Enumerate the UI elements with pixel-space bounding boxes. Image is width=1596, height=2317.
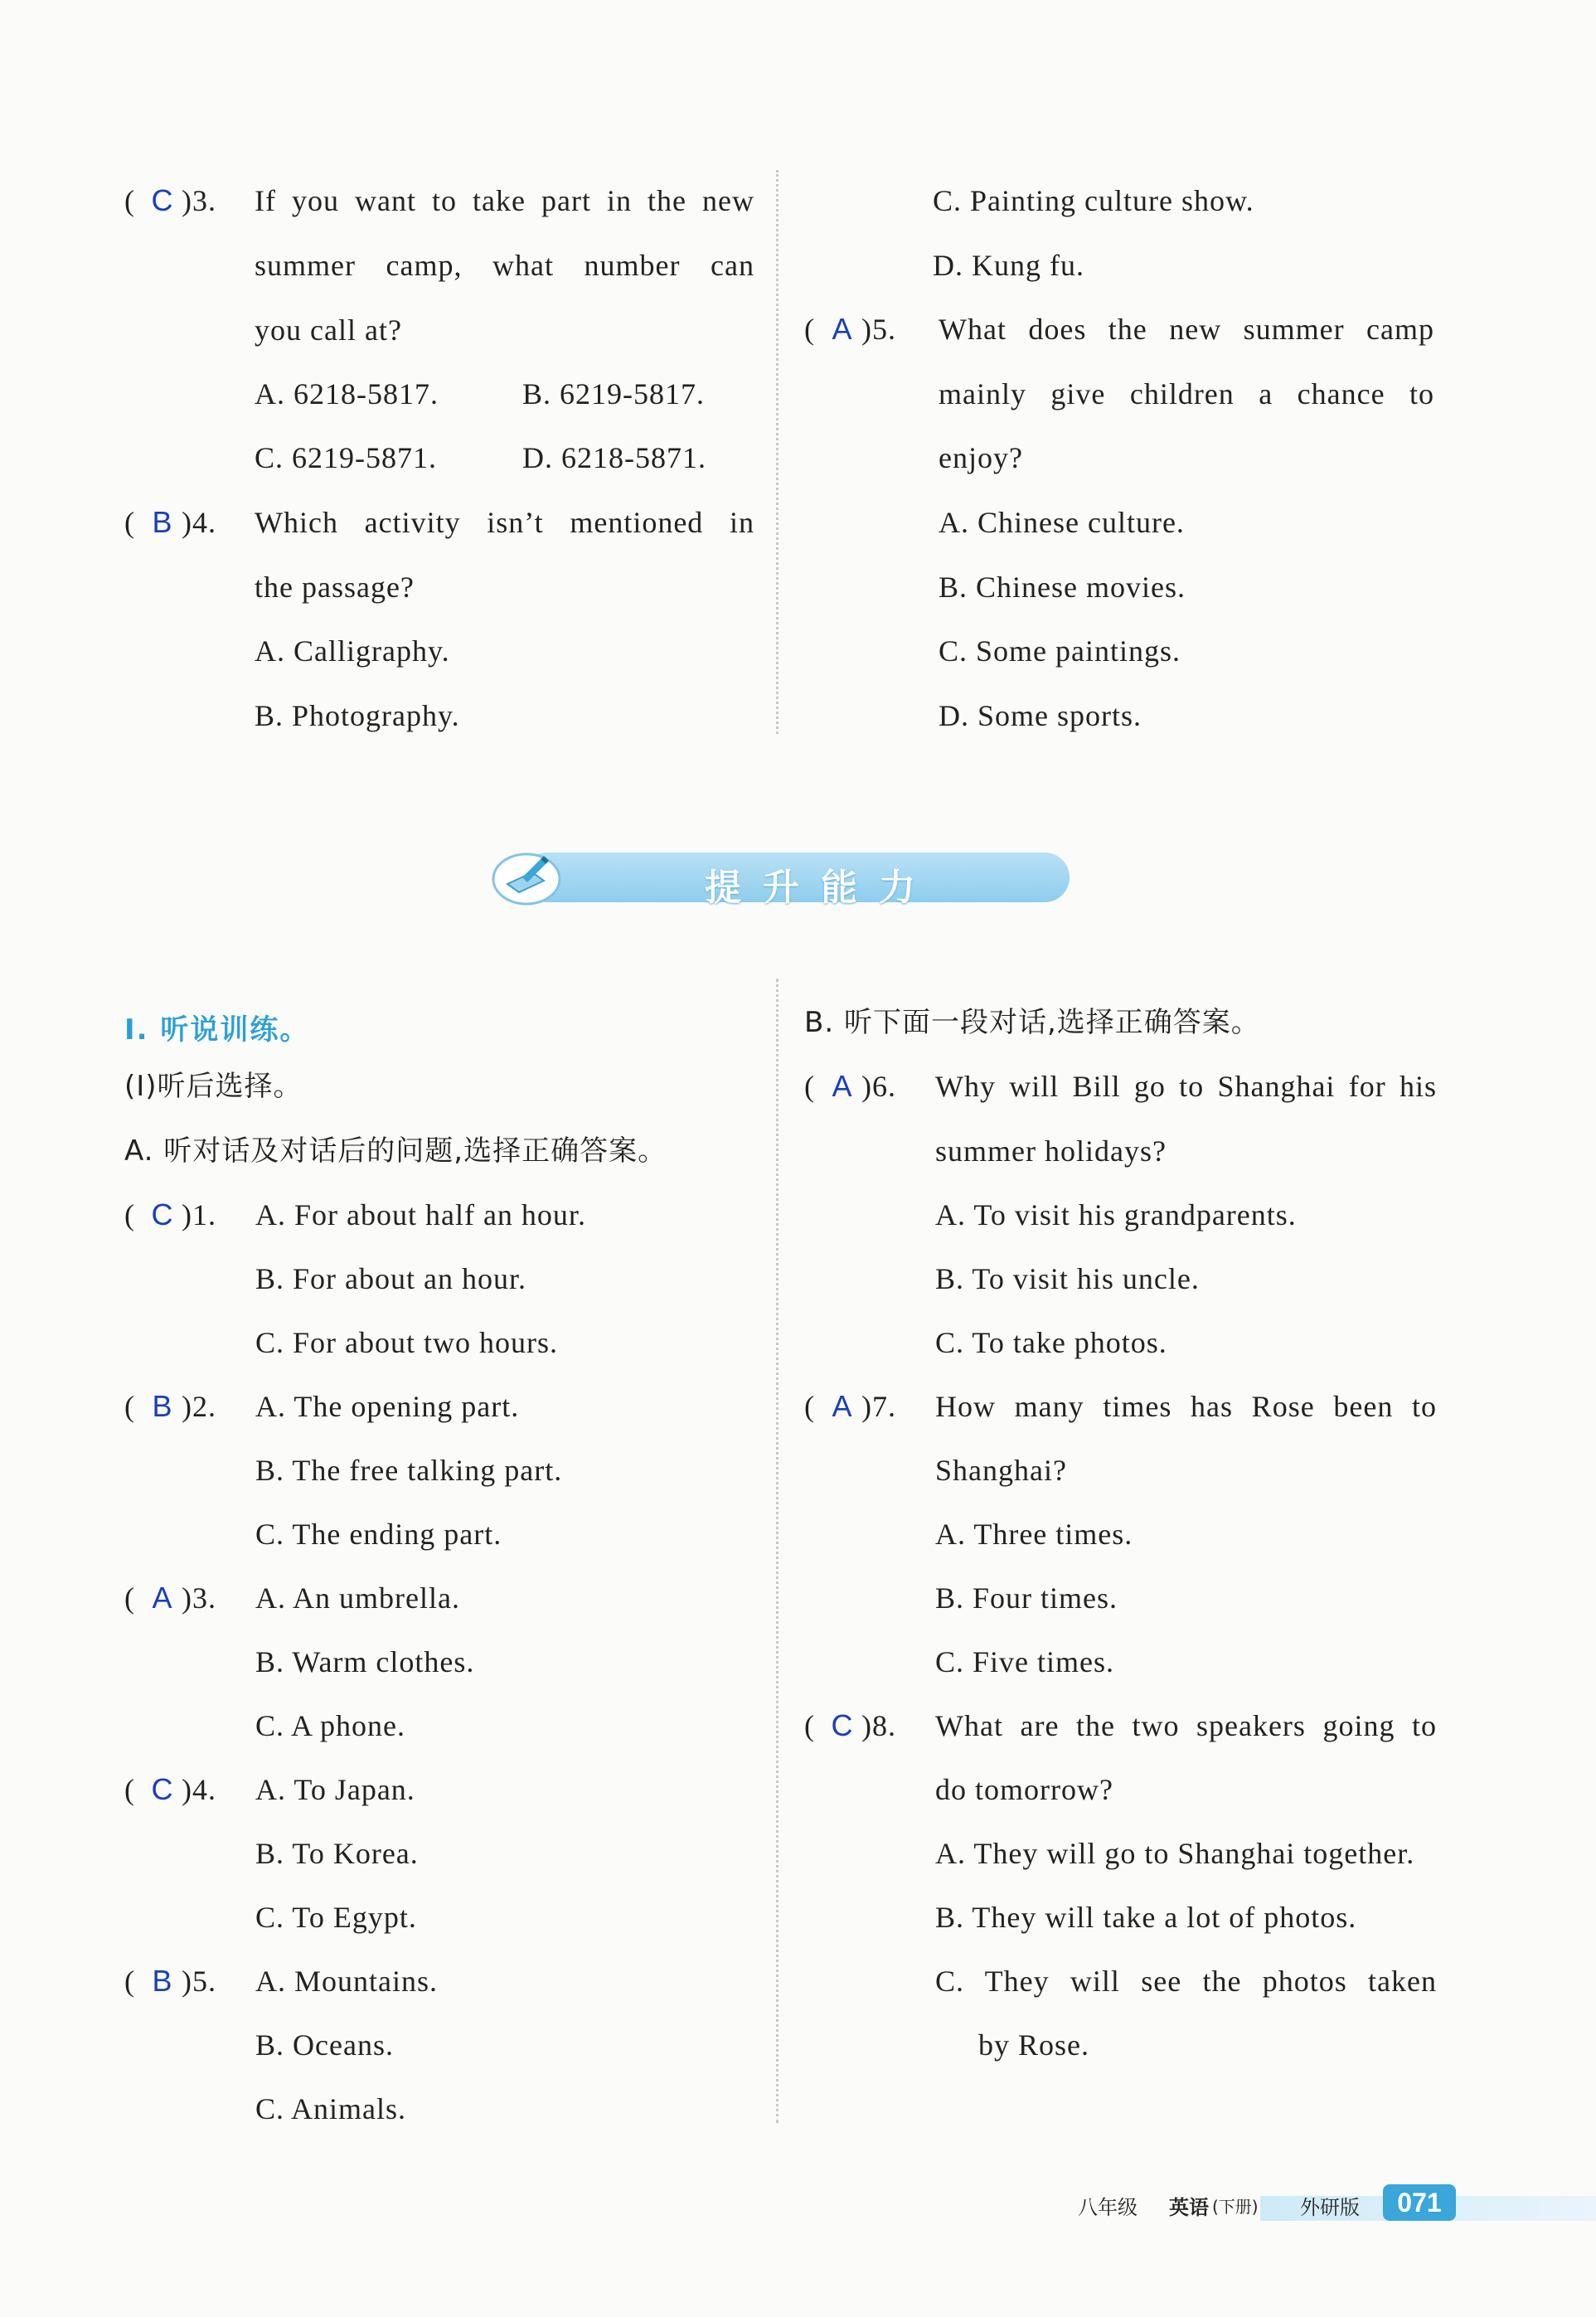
option-text: B. Oceans.	[255, 2028, 394, 2062]
answer-mark: A	[832, 1069, 853, 1103]
option-text: A. 6218-5817.	[255, 377, 439, 410]
question-5-line: What does the new summer camp	[939, 313, 1434, 346]
option-text: B. 6219-5817.	[522, 377, 705, 410]
part-b-instruction: B. 听下面一段对话,选择正确答案。	[804, 1006, 1260, 1039]
question-3-line: summer camp, what number can	[255, 249, 754, 282]
listen-question-8: ( C )8.	[804, 1708, 896, 1742]
listen-question-4: ( C )4.	[124, 1772, 216, 1806]
answer-mark: A	[152, 1581, 173, 1615]
option-text: A. They will go to Shanghai together.	[935, 1837, 1415, 1870]
option-text: A. Three times.	[935, 1518, 1133, 1551]
question-5-line: enjoy?	[939, 441, 1023, 474]
question-8-line: What are the two speakers going to	[935, 1709, 1437, 1742]
listen-question-2: ( B )2.	[124, 1389, 216, 1423]
question-8-line: do tomorrow?	[935, 1773, 1113, 1806]
option-text: D. Some sports.	[939, 699, 1142, 732]
part-a-instruction: A. 听对话及对话后的问题,选择正确答案。	[124, 1134, 667, 1168]
option-text: C. To take photos.	[935, 1326, 1167, 1359]
edition-label: 外研版	[1300, 2196, 1360, 2219]
option-text: C. 6219-5871.	[255, 441, 437, 474]
listen-question-5: ( B )5.	[124, 1964, 216, 1998]
question-3: ( C )3.	[124, 183, 216, 217]
option-text: C. A phone.	[255, 1709, 406, 1742]
option-text: A. Calligraphy.	[255, 634, 450, 668]
answer-mark: C	[831, 1708, 854, 1742]
question-7-line: How many times has Rose been to	[935, 1390, 1437, 1423]
listen-question-3: ( A )3.	[124, 1581, 216, 1615]
question-4: ( B )4.	[124, 505, 216, 539]
option-text: B. To visit his uncle.	[935, 1262, 1200, 1295]
section-title: Ⅰ. 听说训练。	[124, 1013, 310, 1047]
column-divider-top	[776, 170, 779, 734]
answer-mark: B	[152, 1964, 173, 1998]
option-text: C. To Egypt.	[255, 1901, 417, 1934]
grade-label: 八年级	[1078, 2196, 1138, 2219]
option-text: C. Five times.	[935, 1645, 1115, 1678]
option-text: C. They will see the photos taken	[935, 1965, 1437, 1998]
section-banner	[489, 848, 1078, 907]
option-text: C. For about two hours.	[255, 1326, 558, 1359]
option-text: C. Painting culture show.	[933, 184, 1254, 217]
answer-mark: C	[151, 1772, 174, 1806]
question-5: ( A )5.	[804, 312, 896, 346]
answer-mark: C	[151, 1197, 174, 1231]
page-number: 071	[1383, 2184, 1456, 2221]
answer-mark: A	[832, 312, 853, 346]
answer-mark: C	[151, 183, 174, 217]
option-text: A. Chinese culture.	[939, 506, 1185, 539]
option-text: A. An umbrella.	[255, 1581, 460, 1615]
question-3-line: If you want to take part in the new	[255, 184, 754, 217]
banner-title: 提升能力	[705, 867, 937, 909]
listen-question-6: ( A )6.	[804, 1069, 896, 1103]
listen-question-7: ( A )7.	[804, 1389, 896, 1423]
option-text: B. They will take a lot of photos.	[935, 1901, 1357, 1934]
option-text: A. For about half an hour.	[255, 1198, 586, 1231]
option-text: B. For about an hour.	[255, 1262, 526, 1295]
option-text: A. To Japan.	[255, 1773, 415, 1806]
subject-label: 英语	[1169, 2196, 1209, 2219]
option-text: A. The opening part.	[255, 1390, 520, 1423]
option-text: B. Photography.	[255, 699, 460, 732]
question-6-line: Why will Bill go to Shanghai for his	[935, 1070, 1437, 1103]
question-4-line: Which activity isn’t mentioned in	[255, 506, 754, 539]
subsection-title: (Ⅰ)听后选择。	[124, 1070, 303, 1103]
option-text: B. Warm clothes.	[255, 1645, 475, 1678]
question-4-line: the passage?	[255, 571, 415, 604]
option-text: B. Chinese movies.	[939, 571, 1186, 604]
option-text: C. Animals.	[255, 2092, 407, 2125]
option-text: C. The ending part.	[255, 1518, 502, 1551]
option-text: A. Mountains.	[255, 1965, 438, 1998]
option-text: D. Kung fu.	[933, 249, 1084, 282]
option-text: B. The free talking part.	[255, 1454, 563, 1487]
option-text: C. Some paintings.	[939, 634, 1181, 668]
volume-label: (下册)	[1212, 2197, 1259, 2217]
option-text: D. 6218-5871.	[522, 441, 706, 474]
answer-mark: B	[152, 505, 173, 539]
column-divider-bottom	[776, 979, 779, 2123]
question-6-line: summer holidays?	[935, 1134, 1167, 1168]
option-text: by Rose.	[978, 2028, 1089, 2062]
question-3-line: you call at?	[255, 313, 402, 347]
question-5-line: mainly give children a chance to	[939, 377, 1434, 410]
question-7-line: Shanghai?	[935, 1454, 1067, 1487]
answer-mark: A	[832, 1389, 853, 1423]
answer-mark: B	[152, 1389, 173, 1423]
listen-question-1: ( C )1.	[124, 1197, 216, 1231]
option-text: B. Four times.	[935, 1581, 1118, 1615]
option-text: A. To visit his grandparents.	[935, 1198, 1297, 1231]
pencil-book-icon	[489, 848, 564, 907]
option-text: B. To Korea.	[255, 1837, 419, 1870]
